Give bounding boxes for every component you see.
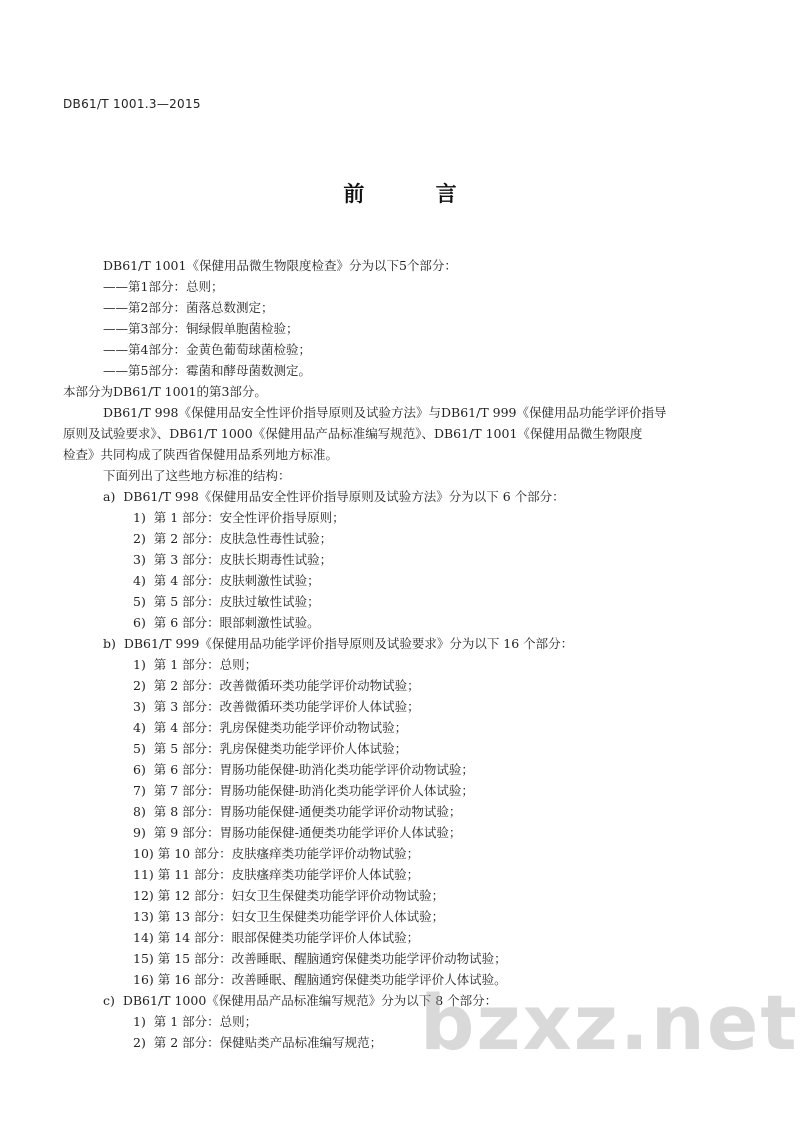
list-item: 6) 第 6 部分：眼部刺激性试验。 [133,615,320,630]
list-item: 13) 第 13 部分：妇女卫生保健类功能学评价人体试验； [133,909,445,924]
list-item: 8) 第 8 部分：胃肠功能保健-通便类功能学评价动物试验； [133,804,462,819]
list-item: 2) 第 2 部分：保健贴类产品标准编写规范； [133,1035,383,1050]
list-item: 10) 第 10 部分：皮肤瘙痒类功能学评价动物试验； [133,846,420,861]
section-a-label: a) DB61/T 998《保健用品安全性评价指导原则及试验方法》分为以下 6 个部分： [103,489,565,504]
part-item: ——第5部分：霉菌和酵母菌数测定。 [103,363,311,378]
structure-intro: 下面列出了这些地方标准的结构： [103,468,291,483]
document-id-header: DB61/T 1001.3—2015 [63,97,201,111]
list-item: 2) 第 2 部分：改善微循环类功能学评价动物试验； [133,678,420,693]
list-item: 12) 第 12 部分：妇女卫生保健类功能学评价动物试验； [133,888,445,903]
list-item: 2) 第 2 部分：皮肤急性毒性试验； [133,531,333,546]
series-paragraph-line: 检查》共同构成了陕西省保健用品系列地方标准。 [63,447,339,462]
list-item: 1) 第 1 部分：安全性评价指导原则； [133,510,345,525]
series-paragraph-line: DB61/T 998《保健用品安全性评价指导原则及试验方法》与DB61/T 999《保健用品功能学评价指导 [103,405,667,420]
part-item: ——第3部分：铜绿假单胞菌检验； [103,321,299,336]
site-watermark: bzxz.net [420,978,799,1067]
list-item: 14) 第 14 部分：眼部保健类功能学评价人体试验； [133,930,420,945]
list-item: 15) 第 15 部分：改善睡眠、醒脑通窍保健类功能学评价动物试验； [133,951,507,966]
page-title: 前 言 [343,182,489,206]
foreword-body [63,255,723,1053]
section-b-label: b) DB61/T 999《保健用品功能学评价指导原则及试验要求》分为以下 16 个部分： [103,636,574,651]
list-item: 16) 第 16 部分：改善睡眠、醒脑通窍保健类功能学评价人体试验。 [133,972,507,987]
list-item: 6) 第 6 部分：胃肠功能保健-助消化类功能学评价动物试验； [133,762,474,777]
part-item: ——第4部分：金黄色葡萄球菌检验； [103,342,311,357]
list-item: 1) 第 1 部分：总则； [133,657,258,672]
list-item: 4) 第 4 部分：乳房保健类功能学评价动物试验； [133,720,408,735]
list-item: 7) 第 7 部分：胃肠功能保健-助消化类功能学评价人体试验； [133,783,474,798]
list-item: 4) 第 4 部分：皮肤刺激性试验； [133,573,320,588]
list-item: 11) 第 11 部分：皮肤瘙痒类功能学评价人体试验； [133,867,420,882]
intro-line: DB61/T 1001《保健用品微生物限度检查》分为以下5个部分： [103,258,457,273]
list-item: 3) 第 3 部分：改善微循环类功能学评价人体试验； [133,699,420,714]
list-item: 1) 第 1 部分：总则； [133,1014,258,1029]
list-item: 5) 第 5 部分：乳房保健类功能学评价人体试验； [133,741,408,756]
this-part-statement: 本部分为DB61/T 1001的第3部分。 [63,384,267,399]
part-item: ——第2部分：菌落总数测定； [103,300,274,315]
list-item: 3) 第 3 部分：皮肤长期毒性试验； [133,552,333,567]
list-item: 5) 第 5 部分：皮肤过敏性试验； [133,594,320,609]
part-item: ——第1部分：总则； [103,279,224,294]
list-item: 9) 第 9 部分：胃肠功能保健-通便类功能学评价人体试验； [133,825,462,840]
series-paragraph-line: 原则及试验要求》、DB61/T 1000《保健用品产品标准编写规范》、DB61/T 1001《保健用品微生物限度 [63,426,643,441]
section-c-label: c) DB61/T 1000《保健用品产品标准编写规范》分为以下 8 个部分： [103,993,498,1008]
